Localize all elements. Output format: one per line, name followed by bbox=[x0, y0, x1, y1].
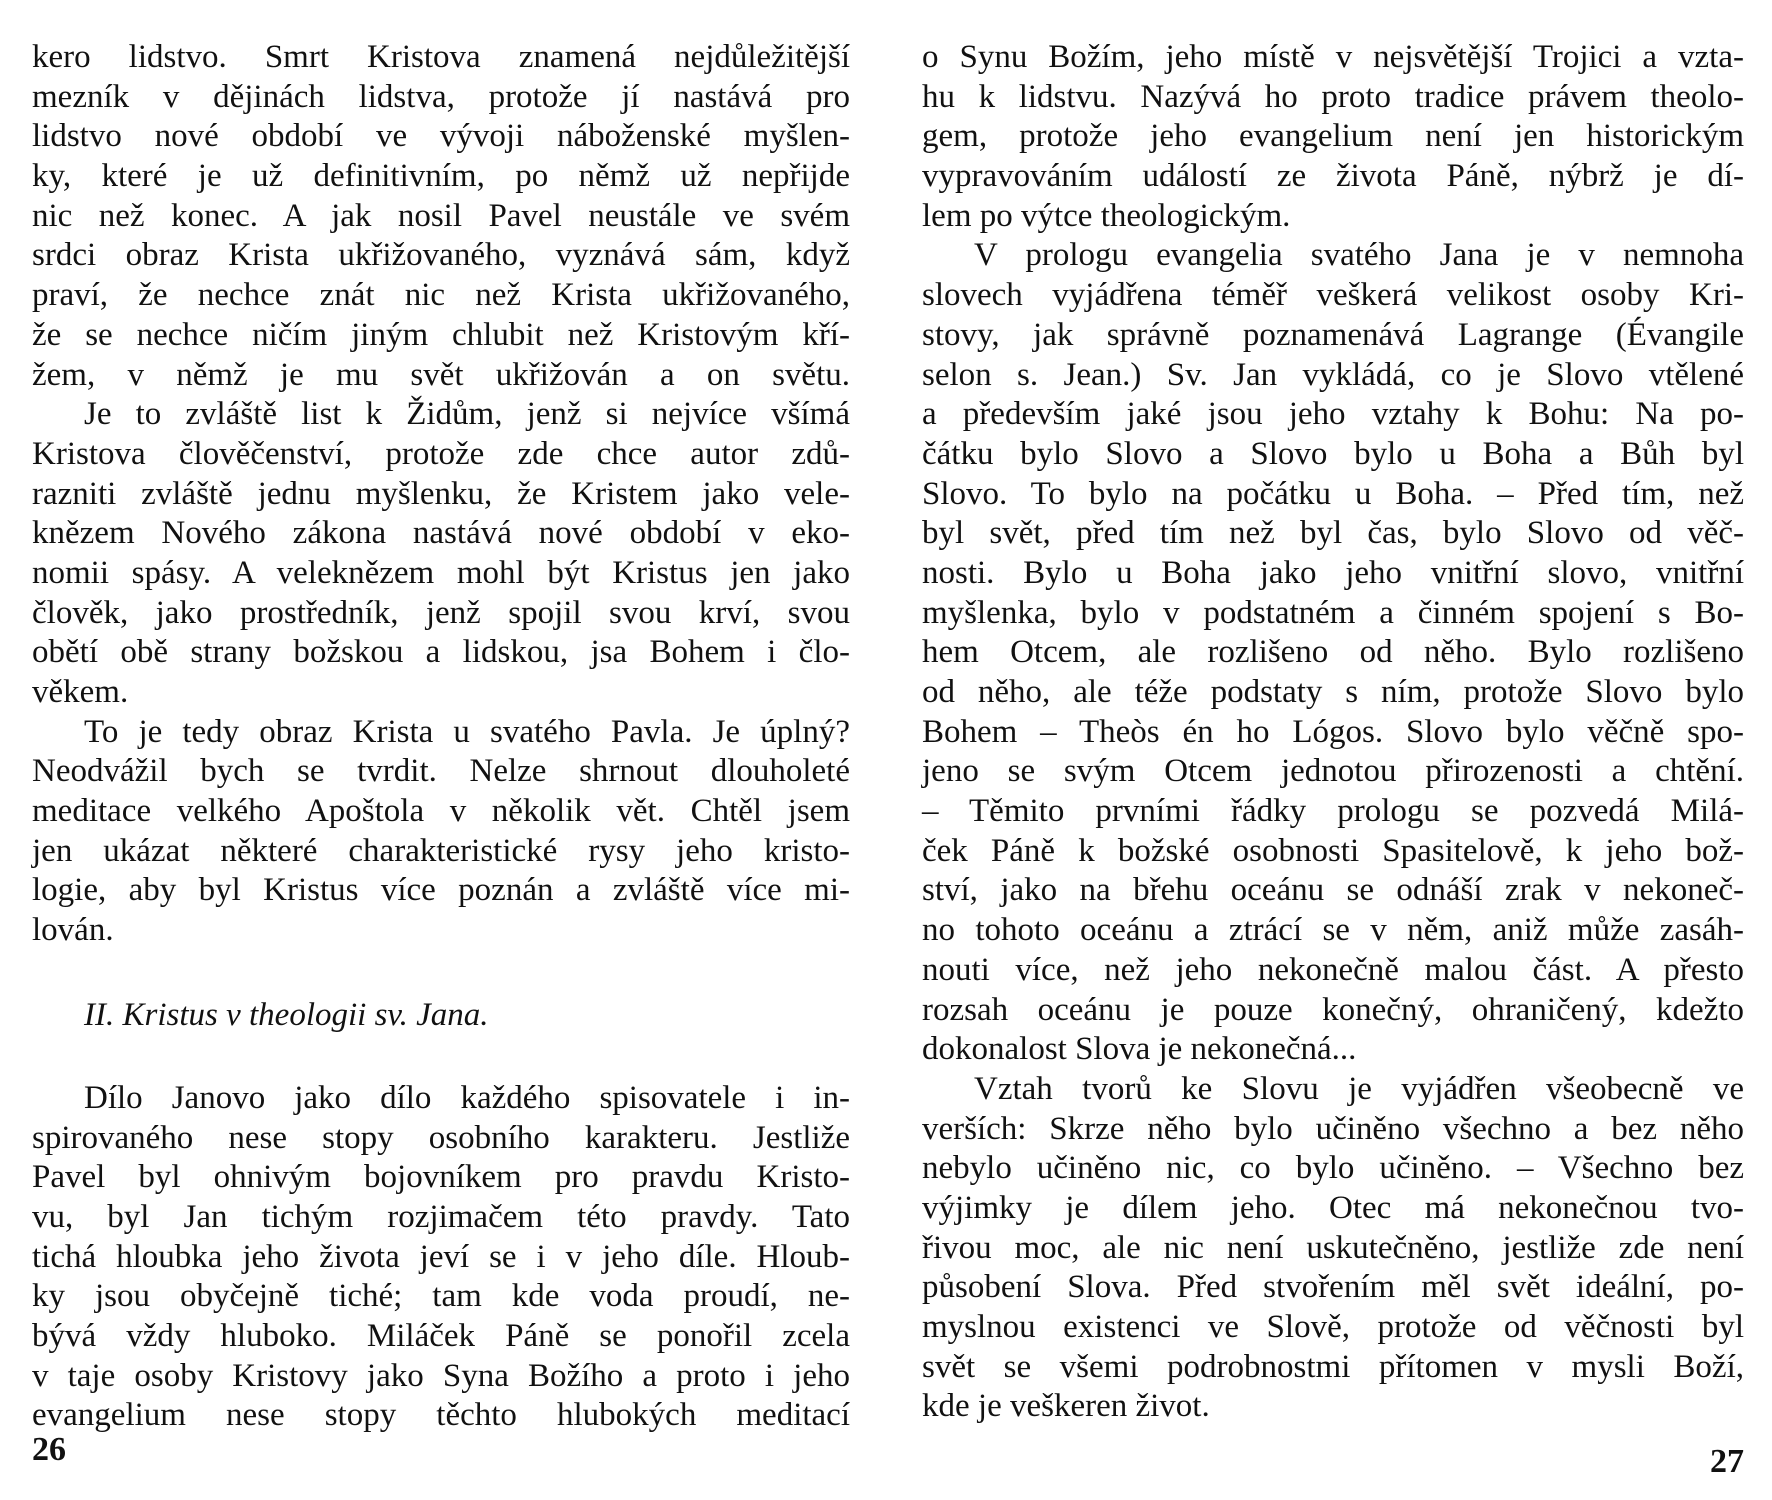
text-line: dokonalost Slova je nekonečná... bbox=[922, 1031, 1357, 1068]
text-line: lidstvo nové období ve vývoji náboženské myšlen- bbox=[32, 118, 850, 155]
left-page bbox=[32, 38, 850, 1478]
text-line: hem Otcem, ale rozlišeno od něho. Bylo rozlišeno bbox=[922, 634, 1744, 671]
text-line: verších: Skrze něho bylo učiněno všechno a bez něho bbox=[922, 1110, 1744, 1147]
section-heading: II. Kristus v theologii sv. Jana. bbox=[84, 996, 489, 1033]
text-line: od něho, ale téže podstaty s ním, protože Slovo bylo bbox=[922, 674, 1744, 710]
text-line: myšlenka, bylo v podstatném a činném spojení s Bo- bbox=[922, 594, 1744, 631]
page-number: 27 bbox=[1710, 1443, 1744, 1480]
text-line: žem, v němž je mu svět ukřižován a on světu. bbox=[32, 356, 850, 393]
paragraph bbox=[32, 38, 850, 395]
text-line: v taje osoby Kristovy jako Syna Božího a proto i jeho bbox=[32, 1357, 850, 1394]
text-line: meditace velkého Apoštola v několik vět. Chtěl jsem bbox=[32, 793, 850, 830]
spacer bbox=[32, 1035, 850, 1079]
text-line: logie, aby byl Kristus více poznán a zvláště více mi- bbox=[32, 872, 850, 909]
text-line: nouti více, než jeho nekonečně malou část. A přesto bbox=[922, 951, 1744, 988]
text-line: čátku bylo Slovo a Slovo bylo u Boha a Bůh byl bbox=[922, 435, 1744, 472]
paragraph bbox=[922, 236, 1744, 1069]
text-line: vu, byl Jan tichým rozjimačem této pravdy. Tato bbox=[32, 1198, 850, 1235]
text-line: tichá hloubka jeho života jeví se i v jeho díle. Hloub- bbox=[32, 1238, 850, 1275]
text-line: gem, protože jeho evangelium není jen historickým bbox=[922, 118, 1744, 155]
text-line: – Těmito prvními řádky prologu se pozvedá Milá- bbox=[922, 793, 1744, 830]
text-line: spirovaného nese stopy osobního karakteru. Jestliže bbox=[32, 1119, 850, 1156]
text-line: evangelium nese stopy těchto hlubokých meditací bbox=[32, 1397, 850, 1434]
text-line: ky jsou obyčejně tiché; tam kde voda proudí, ne- bbox=[32, 1278, 850, 1315]
text-line: ky, které je už definitivním, po němž už nepřijde bbox=[32, 158, 850, 195]
text-line: jeno se svým Otcem jednotou přirozenosti a chtění. bbox=[922, 753, 1744, 790]
spacer bbox=[32, 951, 850, 995]
right-page-text bbox=[922, 38, 1744, 1427]
text-line: obětí obě strany božskou a lidskou, jsa Bohem i člo- bbox=[32, 634, 850, 671]
page-number: 26 bbox=[32, 1431, 66, 1468]
paragraph bbox=[922, 38, 1744, 236]
text-line: kde je veškeren život. bbox=[922, 1388, 1210, 1425]
text-line: nebylo učiněno nic, co bylo učiněno. – Všechno bez bbox=[922, 1150, 1744, 1187]
text-line: že se nechce ničím jiným chlubit než Kristovým kří- bbox=[32, 316, 850, 353]
text-line: řivou moc, ale nic není uskutečněno, jestliže zde není bbox=[922, 1229, 1744, 1266]
text-line: slovech vyjádřena téměř veškerá velikost osoby Kri- bbox=[922, 277, 1744, 314]
text-line: bývá vždy hluboko. Miláček Páně se ponořil zcela bbox=[32, 1317, 850, 1354]
text-line: knězem Nového zákona nastává nové období v eko- bbox=[32, 515, 850, 552]
text-line: o Synu Božím, jeho místě v nejsvětější Trojici a vzta- bbox=[922, 39, 1744, 75]
text-line: člověk, jako prostředník, jenž spojil svou krví, svou bbox=[32, 594, 850, 631]
text-line: jen ukázat některé charakteristické rysy jeho kristo- bbox=[32, 832, 850, 869]
text-line: Kristova člověčenství, protože zde chce autor zdů- bbox=[32, 435, 850, 472]
text-line: Vztah tvorů ke Slovu je vyjádřen všeobecně ve bbox=[974, 1070, 1744, 1107]
text-line: selon s. Jean.) Sv. Jan vykládá, co je Slovo vtělené bbox=[922, 356, 1744, 393]
text-line: To je tedy obraz Krista u svatého Pavla. Je úplný? bbox=[84, 713, 850, 750]
text-line: rozsah oceánu je pouze konečný, ohraničený, kdežto bbox=[922, 991, 1744, 1028]
text-line: vypravováním událostí ze života Páně, nýbrž je dí- bbox=[922, 158, 1744, 195]
text-line: hu k lidstvu. Nazývá ho proto tradice právem theolo- bbox=[922, 78, 1744, 115]
text-line: lován. bbox=[32, 912, 114, 949]
text-line: V prologu evangelia svatého Jana je v nemnoha bbox=[974, 237, 1744, 274]
paragraph bbox=[32, 395, 850, 713]
text-line: no tohoto oceánu a ztrácí se v něm, aniž může zasáh- bbox=[922, 912, 1744, 949]
left-page-text bbox=[32, 38, 850, 1436]
text-line: a především jaké jsou jeho vztahy k Bohu: Na po- bbox=[922, 396, 1744, 433]
text-line: myslnou existenci ve Slově, protože od věčnosti byl bbox=[922, 1309, 1744, 1345]
paragraph bbox=[922, 1070, 1744, 1427]
text-line: ství, jako na břehu oceánu se odnáší zrak v nekoneč- bbox=[922, 872, 1744, 909]
text-line: srdci obraz Krista ukřižovaného, vyznává sám, když bbox=[32, 237, 850, 274]
right-page bbox=[922, 38, 1744, 1478]
text-line: ček Páně k božské osobnosti Spasitelově, k jeho bož- bbox=[922, 832, 1744, 869]
text-line: lem po výtce theologickým. bbox=[922, 197, 1291, 234]
text-line: svět se všemi podrobnostmi přítomen v mysli Boží, bbox=[922, 1348, 1744, 1385]
text-line: byl svět, před tím než byl čas, bylo Slovo od věč- bbox=[922, 515, 1744, 552]
text-line: nosti. Bylo u Boha jako jeho vnitřní slovo, vnitřní bbox=[922, 554, 1744, 591]
text-line: kero lidstvo. Smrt Kristova znamená nejdůležitější bbox=[32, 39, 850, 75]
text-line: Pavel byl ohnivým bojovníkem pro pravdu Kristo- bbox=[32, 1159, 850, 1196]
text-line: Slovo. To bylo na počátku u Boha. – Před tím, než bbox=[922, 475, 1744, 512]
text-line: razniti zvláště jednu myšlenku, že Kristem jako vele- bbox=[32, 475, 850, 512]
text-line: Neodvážil bych se tvrdit. Nelze shrnout dlouholeté bbox=[32, 753, 850, 790]
paragraph bbox=[32, 713, 850, 951]
text-line: Bohem – Theòs én ho Lógos. Slovo bylo věčně spo- bbox=[922, 713, 1744, 750]
text-line: výjimky je dílem jeho. Otec má nekonečnou tvo- bbox=[922, 1189, 1744, 1226]
text-line: působení Slova. Před stvořením měl svět ideální, po- bbox=[922, 1269, 1744, 1306]
text-line: nic než konec. A jak nosil Pavel neustále ve svém bbox=[32, 197, 850, 234]
text-line: praví, že nechce znát nic než Krista ukřižovaného, bbox=[32, 277, 850, 314]
paragraph bbox=[32, 1079, 850, 1436]
text-line: mezník v dějinách lidstva, protože jí nastává pro bbox=[32, 78, 850, 115]
text-line: Dílo Janovo jako dílo každého spisovatele i in- bbox=[84, 1079, 850, 1116]
text-line: věkem. bbox=[32, 674, 129, 710]
text-line: stovy, jak správně poznamenává Lagrange (Évangile bbox=[922, 316, 1744, 353]
text-line: Je to zvláště list k Židům, jenž si nejvíce všímá bbox=[84, 396, 850, 433]
text-line: nomii spásy. A veleknězem mohl být Kristus jen jako bbox=[32, 554, 850, 591]
